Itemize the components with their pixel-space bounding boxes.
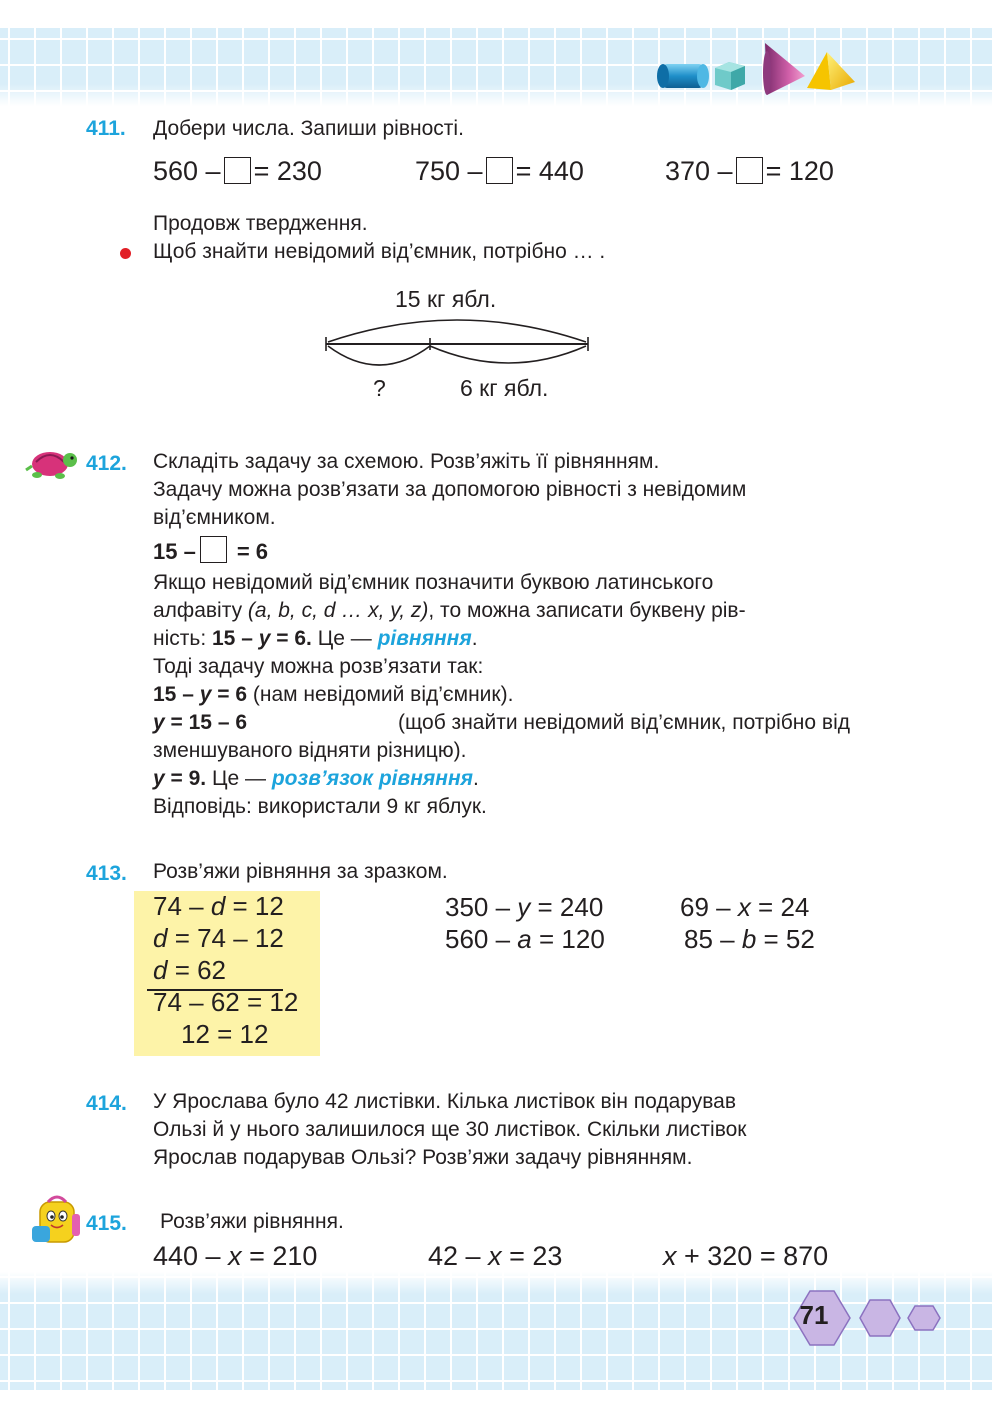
task-line: Ользі й у нього залишилося ще 30 листівок. Скільки листівок (153, 1118, 747, 1141)
scheme-part-label: 6 кг ябл. (460, 375, 549, 401)
sample-line: d = 74 – 12 (153, 923, 284, 953)
task-line: Складіть задачу за схемою. Розв’яжіть її рівнянням. (153, 450, 660, 473)
paragraph: Якщо невідомий від’ємник позначити буквою латинського (153, 571, 714, 594)
sample-line: 74 – d = 12 (153, 891, 284, 921)
exercise-number: 411. (86, 117, 126, 140)
answer-box[interactable] (200, 536, 227, 563)
statement: Щоб знайти невідомий від’ємник, потрібно … . (153, 240, 606, 263)
cone-icon (763, 43, 805, 95)
answer-box[interactable] (736, 157, 763, 184)
equation: 560 – a = 120 (445, 924, 605, 954)
sample-line: 12 = 12 (181, 1019, 269, 1049)
task-line: Задачу можна розв’язати за допомогою рівності з невідомим (153, 478, 747, 501)
exercise-task: Добери числа. Запиши рівності. (153, 117, 464, 140)
equation: 750 – = 440 (415, 156, 584, 186)
exercise-task: Розв’яжи рівняння. (160, 1210, 344, 1233)
bullet-icon (120, 248, 131, 259)
scheme-total-label: 15 кг ябл. (395, 286, 497, 312)
cylinder-icon (657, 64, 709, 88)
scheme-unknown-label: ? (373, 375, 386, 401)
equation: 85 – b = 52 (684, 924, 815, 954)
segment-scheme (320, 310, 595, 370)
equation: 15 – = 6 (153, 536, 268, 566)
equation: 560 – = 230 (153, 156, 322, 186)
exercise-task: Розв’яжи рівняння за зразком. (153, 860, 448, 883)
solution-step: y = 9. Це — розв’язок рівняння. (153, 767, 479, 790)
instruction: Продовж твердження. (153, 212, 368, 235)
solution-step: зменшуваного відняти різницю). (153, 739, 467, 762)
exercise-number: 413. (86, 862, 127, 885)
paragraph: алфавіту (a, b, c, d … x, y, z), то можна записати буквену рів- (153, 599, 746, 622)
geometric-shapes-icon (655, 38, 860, 100)
task-line: У Ярослава було 42 листівки. Кілька листівок він подарував (153, 1090, 736, 1113)
solution-step: y = 15 – 6 (щоб знайти невідомий від’ємник, потрібно від (153, 711, 850, 734)
exercise-number: 414. (86, 1092, 127, 1115)
task-line: від’ємником. (153, 506, 276, 529)
equation: 42 – x = 23 (428, 1241, 563, 1271)
sample-line: 74 – 62 = 12 (153, 987, 299, 1017)
answer-box[interactable] (486, 157, 513, 184)
equation: 69 – x = 24 (680, 892, 810, 922)
exercise-number: 415. (86, 1212, 127, 1235)
sample-line: d = 62 (153, 955, 227, 985)
turtle-mascot-icon (24, 444, 82, 484)
answer-box[interactable] (224, 157, 251, 184)
pyramid-icon (807, 52, 855, 90)
solution-step: 15 – y = 6 (нам невідомий від’ємник). (153, 683, 514, 706)
task-line: Ярослав подарував Ользі? Розв’яжи задачу рівнянням. (153, 1146, 693, 1169)
equation: 440 – x = 210 (153, 1241, 318, 1271)
paragraph: ність: 15 – y = 6. Це — рівняння. (153, 627, 478, 650)
keyword: рівняння (377, 627, 472, 650)
backpack-mascot-icon (28, 1192, 86, 1250)
equation: x + 320 = 870 (663, 1241, 829, 1271)
answer: Відповідь: використали 9 кг яблук. (153, 795, 487, 818)
keyword: розв’язок рівняння (271, 767, 473, 790)
exercise-number: 412. (86, 452, 127, 475)
cube-icon (715, 62, 745, 90)
equation: 370 – = 120 (665, 156, 834, 186)
page-number: 71 (799, 1300, 829, 1330)
paragraph: Тоді задачу можна розв’язати так: (153, 655, 484, 678)
equation: 350 – y = 240 (445, 892, 604, 922)
